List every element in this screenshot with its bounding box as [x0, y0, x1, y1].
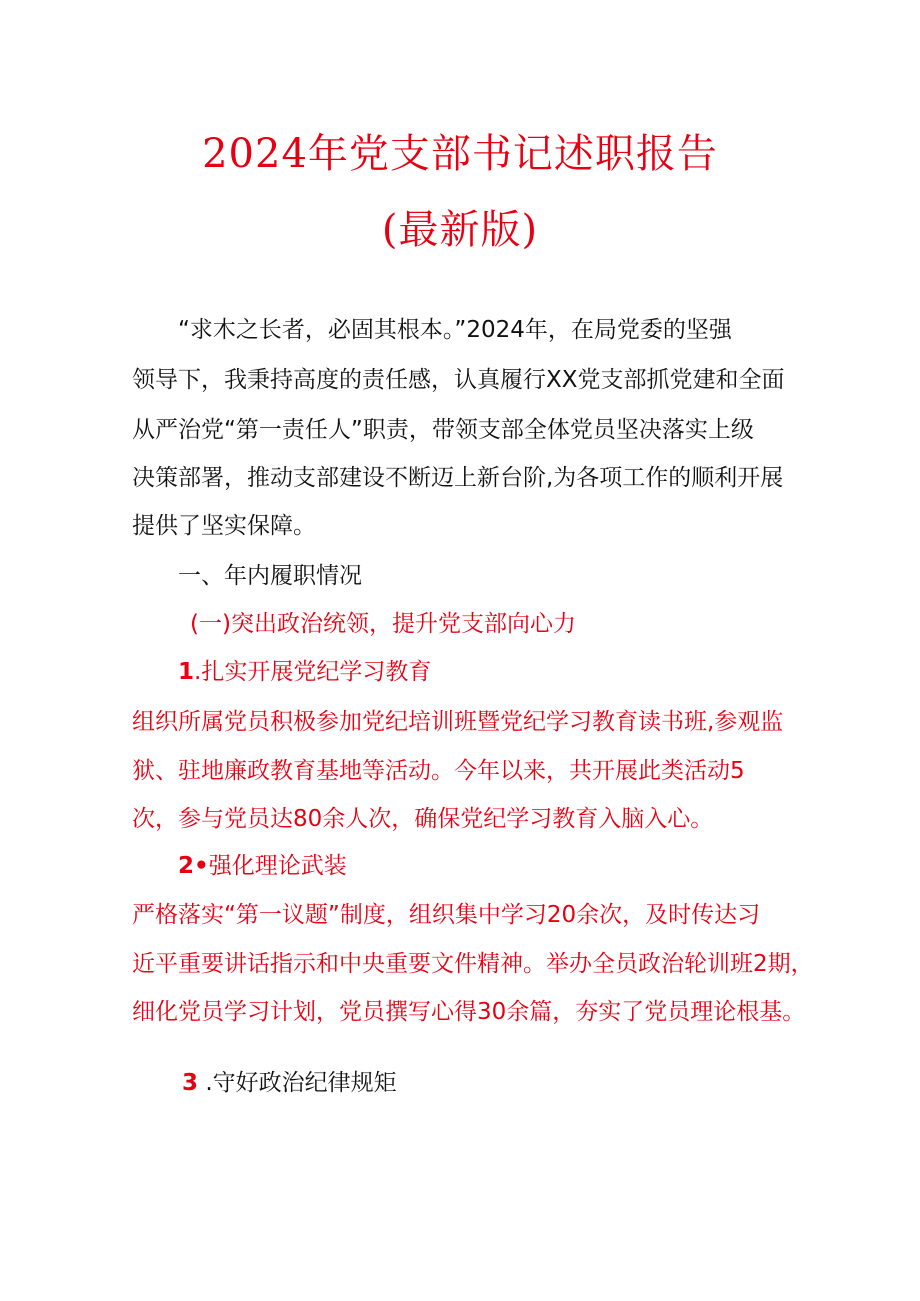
item-2-number: 2•	[178, 853, 209, 879]
intro-line-2: 领导下，我秉持高度的责任感，认真履行XX党支部抓党建和全面	[132, 367, 785, 393]
document-subtitle: (最新版)	[381, 207, 539, 253]
item-1-title: .扎实开展党纪学习教育	[194, 659, 432, 685]
item-3-title: .守好政治纪律规矩	[198, 1070, 397, 1096]
item-2-title: 强化理论武装	[208, 853, 347, 879]
item-2-line-2: 近平重要讲话指示和中央重要文件精神。举办全员政治轮训班2期，	[132, 951, 814, 977]
item-2-line-3: 细化党员学习计划，党员撰写心得30余篇，夯实了党员理论根基。	[132, 999, 806, 1025]
intro-line-5: 提供了坚实保障。	[132, 513, 316, 539]
section-1-heading: 一、年内履职情况	[178, 563, 362, 589]
item-2-line-1: 严格落实“第一议题”制度，组织集中学习20余次，及时传达习	[132, 902, 761, 928]
subsection-1-heading: (一)突出政治统领，提升党支部向心力	[190, 611, 576, 637]
item-3-number: 3	[182, 1070, 199, 1096]
item-3-heading	[182, 1067, 397, 1099]
item-1-line-1: 组织所属党员积极参加党纪培训班暨党纪学习教育读书班,参观监	[132, 709, 784, 735]
intro-line-1: “求木之长者，必固其根本。”2024年，在局党委的坚强	[178, 317, 732, 343]
intro-line-3: 从严治党“第一责任人”职责，带领支部全体党员坚决落实上级	[132, 417, 754, 443]
item-1-heading	[178, 656, 431, 688]
document-title: 2024年党支部书记述职报告	[202, 131, 718, 177]
intro-line-4: 决策部署，推动支部建设不断迈上新台阶,为各项工作的顺利开展	[132, 465, 784, 491]
item-1-line-2: 狱、驻地廉政教育基地等活动。今年以来，共开展此类活动5	[132, 758, 745, 784]
item-1-line-3: 次，参与党员达80余人次，确保党纪学习教育入脑入心。	[132, 806, 714, 832]
item-2-heading	[178, 850, 347, 882]
item-1-number: 1	[178, 659, 195, 685]
